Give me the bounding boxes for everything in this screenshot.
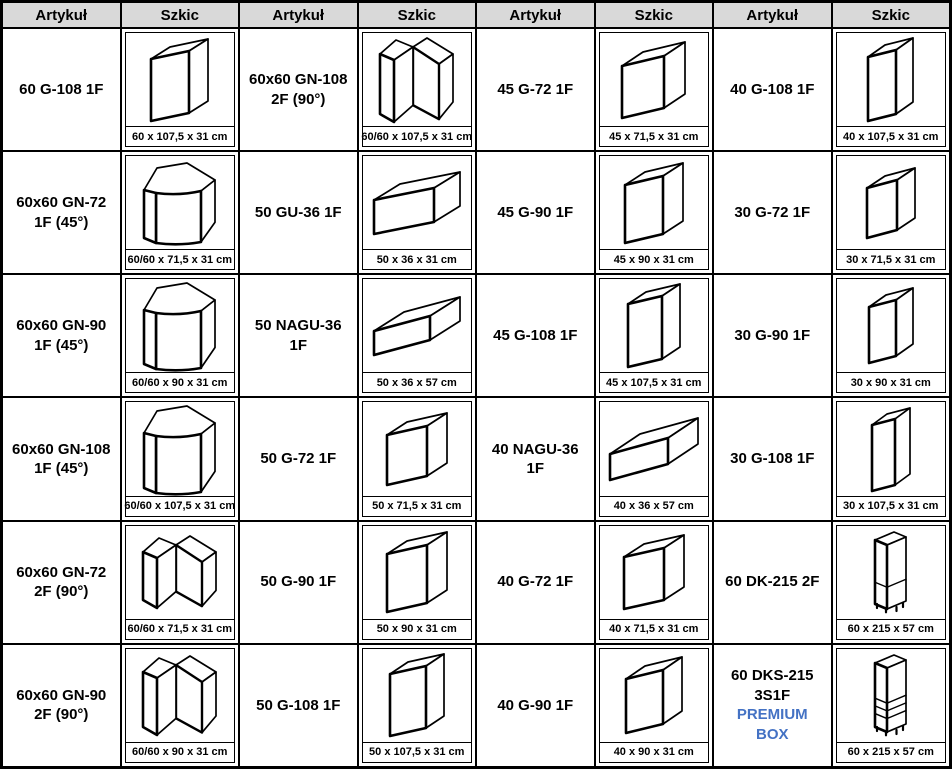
premium-box-label: PREMIUM BOX [736, 706, 808, 743]
cabinet-sketch-image [600, 156, 709, 249]
article-name: 50 G-90 1F [260, 573, 337, 591]
dimension-caption: 45 x 71,5 x 31 cm [600, 126, 709, 146]
cabinet-sketch-image [363, 402, 472, 495]
cabinet-sketch-image [600, 402, 709, 495]
sketch-cell [121, 397, 240, 520]
header-cell-artykul: Artykuł [239, 2, 358, 28]
cabinet-sketch-image [837, 402, 946, 495]
sketch-frame [836, 401, 947, 516]
cabinet-sketch-image [363, 649, 472, 742]
sketch-frame [599, 32, 710, 147]
dimension-caption: 30 x 107,5 x 31 cm [837, 496, 946, 516]
sketch-frame [125, 155, 236, 270]
article-name: 60x60 GN-108 1F (45°) [12, 440, 111, 478]
sketch-cell [358, 28, 477, 151]
sketch-frame [599, 278, 710, 393]
sketch-frame [125, 278, 236, 393]
article-name: 45 G-108 1F [493, 327, 578, 345]
cabinet-sketch-image [126, 33, 235, 126]
header-cell-szkic: Szkic [358, 2, 477, 28]
article-name: 50 GU-36 1F [254, 203, 342, 221]
sketch-frame [836, 525, 947, 640]
article-name: 45 G-90 1F [497, 203, 574, 221]
sketch-frame [836, 155, 947, 270]
sketch-cell [832, 521, 951, 644]
article-cell [713, 644, 832, 767]
header-cell-artykul: Artykuł [2, 2, 121, 28]
article-name: 60 DK-215 2F [725, 573, 820, 591]
article-name: 40 G-108 1F [730, 80, 815, 98]
dimension-caption: 50 x 36 x 57 cm [363, 372, 472, 392]
article-cell [2, 397, 121, 520]
sketch-cell [595, 521, 714, 644]
article-name: 60x60 GN-90 1F (45°) [16, 317, 107, 354]
sketch-cell [595, 274, 714, 397]
sketch-cell [121, 644, 240, 767]
article-cell [239, 274, 358, 397]
article-cell [713, 397, 832, 520]
article-cell [239, 644, 358, 767]
article-cell [476, 28, 595, 151]
cabinet-sketch-image [126, 279, 235, 372]
article-name: 40 G-72 1F [497, 573, 574, 591]
header-cell-artykul: Artykuł [476, 2, 595, 28]
cabinet-sketch-image [600, 33, 709, 126]
dimension-caption: 50 x 107,5 x 31 cm [363, 742, 472, 762]
cabinet-sketch-image [363, 33, 472, 126]
article-cell [476, 274, 595, 397]
sketch-cell [595, 28, 714, 151]
article-cell [713, 151, 832, 274]
sketch-frame [599, 401, 710, 516]
header-cell-szkic: Szkic [595, 2, 714, 28]
article-name: 40 NAGU-36 1F [491, 440, 579, 478]
sketch-cell [595, 397, 714, 520]
article-name: 60x60 GN-72 1F (45°) [16, 194, 107, 231]
cabinet-sketch-image [600, 649, 709, 742]
sketch-frame [836, 278, 947, 393]
sketch-frame [836, 648, 947, 763]
sketch-frame [362, 648, 473, 763]
article-name: 30 G-90 1F [734, 327, 811, 345]
sketch-frame [125, 32, 236, 147]
cabinet-sketch-image [126, 402, 235, 495]
cabinet-sketch-image [837, 526, 946, 619]
article-name: 60 DKS-215 3S1F [730, 667, 814, 704]
sketch-frame [125, 401, 236, 516]
dimension-caption: 60 x 107,5 x 31 cm [126, 126, 235, 146]
article-cell [713, 274, 832, 397]
sketch-cell [595, 151, 714, 274]
article-name: 50 NAGU-36 1F [254, 317, 342, 354]
sketch-cell [358, 274, 477, 397]
sketch-frame [125, 525, 236, 640]
sketch-frame [836, 32, 947, 147]
dimension-caption: 40 x 36 x 57 cm [600, 496, 709, 516]
sketch-frame [599, 155, 710, 270]
sketch-frame [362, 32, 473, 147]
article-name: 60x60 GN-90 2F (90°) [16, 686, 107, 724]
dimension-caption: 60/60 x 90 x 31 cm [126, 742, 235, 762]
dimension-caption: 40 x 90 x 31 cm [600, 742, 709, 762]
sketch-cell [595, 644, 714, 767]
dimension-caption: 30 x 71,5 x 31 cm [837, 249, 946, 269]
dimension-caption: 45 x 107,5 x 31 cm [600, 372, 709, 392]
sketch-frame [125, 648, 236, 763]
article-name: 50 G-108 1F [256, 696, 341, 714]
dimension-caption: 30 x 90 x 31 cm [837, 372, 946, 392]
cabinet-sketch-image [126, 156, 235, 249]
cabinet-sketch-image [837, 156, 946, 249]
article-name: 60x60 GN-72 2F (90°) [16, 563, 107, 601]
header-cell-szkic: Szkic [832, 2, 951, 28]
article-cell [476, 521, 595, 644]
cabinet-sketch-image [837, 33, 946, 126]
dimension-caption: 50 x 36 x 31 cm [363, 249, 472, 269]
sketch-frame [362, 155, 473, 270]
article-cell [713, 28, 832, 151]
sketch-cell [832, 274, 951, 397]
article-cell [239, 28, 358, 151]
sketch-cell [832, 28, 951, 151]
dimension-caption: 60/60 x 90 x 31 cm [126, 372, 235, 392]
article-cell [2, 151, 121, 274]
article-name: 30 G-72 1F [734, 203, 811, 221]
article-cell [2, 28, 121, 151]
dimension-caption: 60/60 x 107,5 x 31 cm [363, 126, 472, 146]
article-cell [2, 644, 121, 767]
sketch-cell [832, 397, 951, 520]
cabinet-sketch-image [363, 156, 472, 249]
cabinet-sketch-image [837, 279, 946, 372]
sketch-cell [358, 521, 477, 644]
cabinet-sketch-image [126, 649, 235, 742]
sketch-cell [121, 28, 240, 151]
cabinet-sketch-image [600, 279, 709, 372]
sketch-frame [362, 525, 473, 640]
cabinet-sketch-image [126, 526, 235, 619]
cabinet-sketch-image [363, 526, 472, 619]
article-cell [476, 151, 595, 274]
article-cell [239, 397, 358, 520]
sketch-frame [599, 525, 710, 640]
article-cell [476, 644, 595, 767]
sketch-cell [832, 151, 951, 274]
dimension-caption: 60/60 x 107,5 x 31 cm [126, 496, 235, 516]
cabinet-sketch-image [837, 649, 946, 742]
dimension-caption: 40 x 71,5 x 31 cm [600, 619, 709, 639]
article-cell [239, 151, 358, 274]
article-cell [2, 521, 121, 644]
sketch-frame [599, 648, 710, 763]
sketch-frame [362, 278, 473, 393]
header-cell-artykul: Artykuł [713, 2, 832, 28]
article-name: 45 G-72 1F [497, 80, 574, 98]
dimension-caption: 40 x 107,5 x 31 cm [837, 126, 946, 146]
cabinet-sketch-image [363, 279, 472, 372]
article-cell [2, 274, 121, 397]
dimension-caption: 60/60 x 71,5 x 31 cm [126, 249, 235, 269]
sketch-cell [358, 397, 477, 520]
sketch-cell [358, 151, 477, 274]
article-cell [713, 521, 832, 644]
sketch-cell [121, 151, 240, 274]
article-name: 30 G-108 1F [730, 450, 815, 468]
dimension-caption: 60 x 215 x 57 cm [837, 742, 946, 762]
sketch-frame [362, 401, 473, 516]
dimension-caption: 60 x 215 x 57 cm [837, 619, 946, 639]
dimension-caption: 60/60 x 71,5 x 31 cm [126, 619, 235, 639]
dimension-caption: 50 x 90 x 31 cm [363, 619, 472, 639]
article-name: 40 G-90 1F [497, 696, 574, 714]
article-name: 60x60 GN-108 2F (90°) [249, 71, 348, 108]
article-cell [476, 397, 595, 520]
sketch-cell [121, 274, 240, 397]
article-cell [239, 521, 358, 644]
sketch-cell [358, 644, 477, 767]
sketch-cell [832, 644, 951, 767]
article-name: 50 G-72 1F [260, 450, 337, 468]
article-name: 60 G-108 1F [19, 80, 104, 98]
cabinet-sketch-image [600, 526, 709, 619]
header-cell-szkic: Szkic [121, 2, 240, 28]
dimension-caption: 45 x 90 x 31 cm [600, 249, 709, 269]
sketch-cell [121, 521, 240, 644]
dimension-caption: 50 x 71,5 x 31 cm [363, 496, 472, 516]
